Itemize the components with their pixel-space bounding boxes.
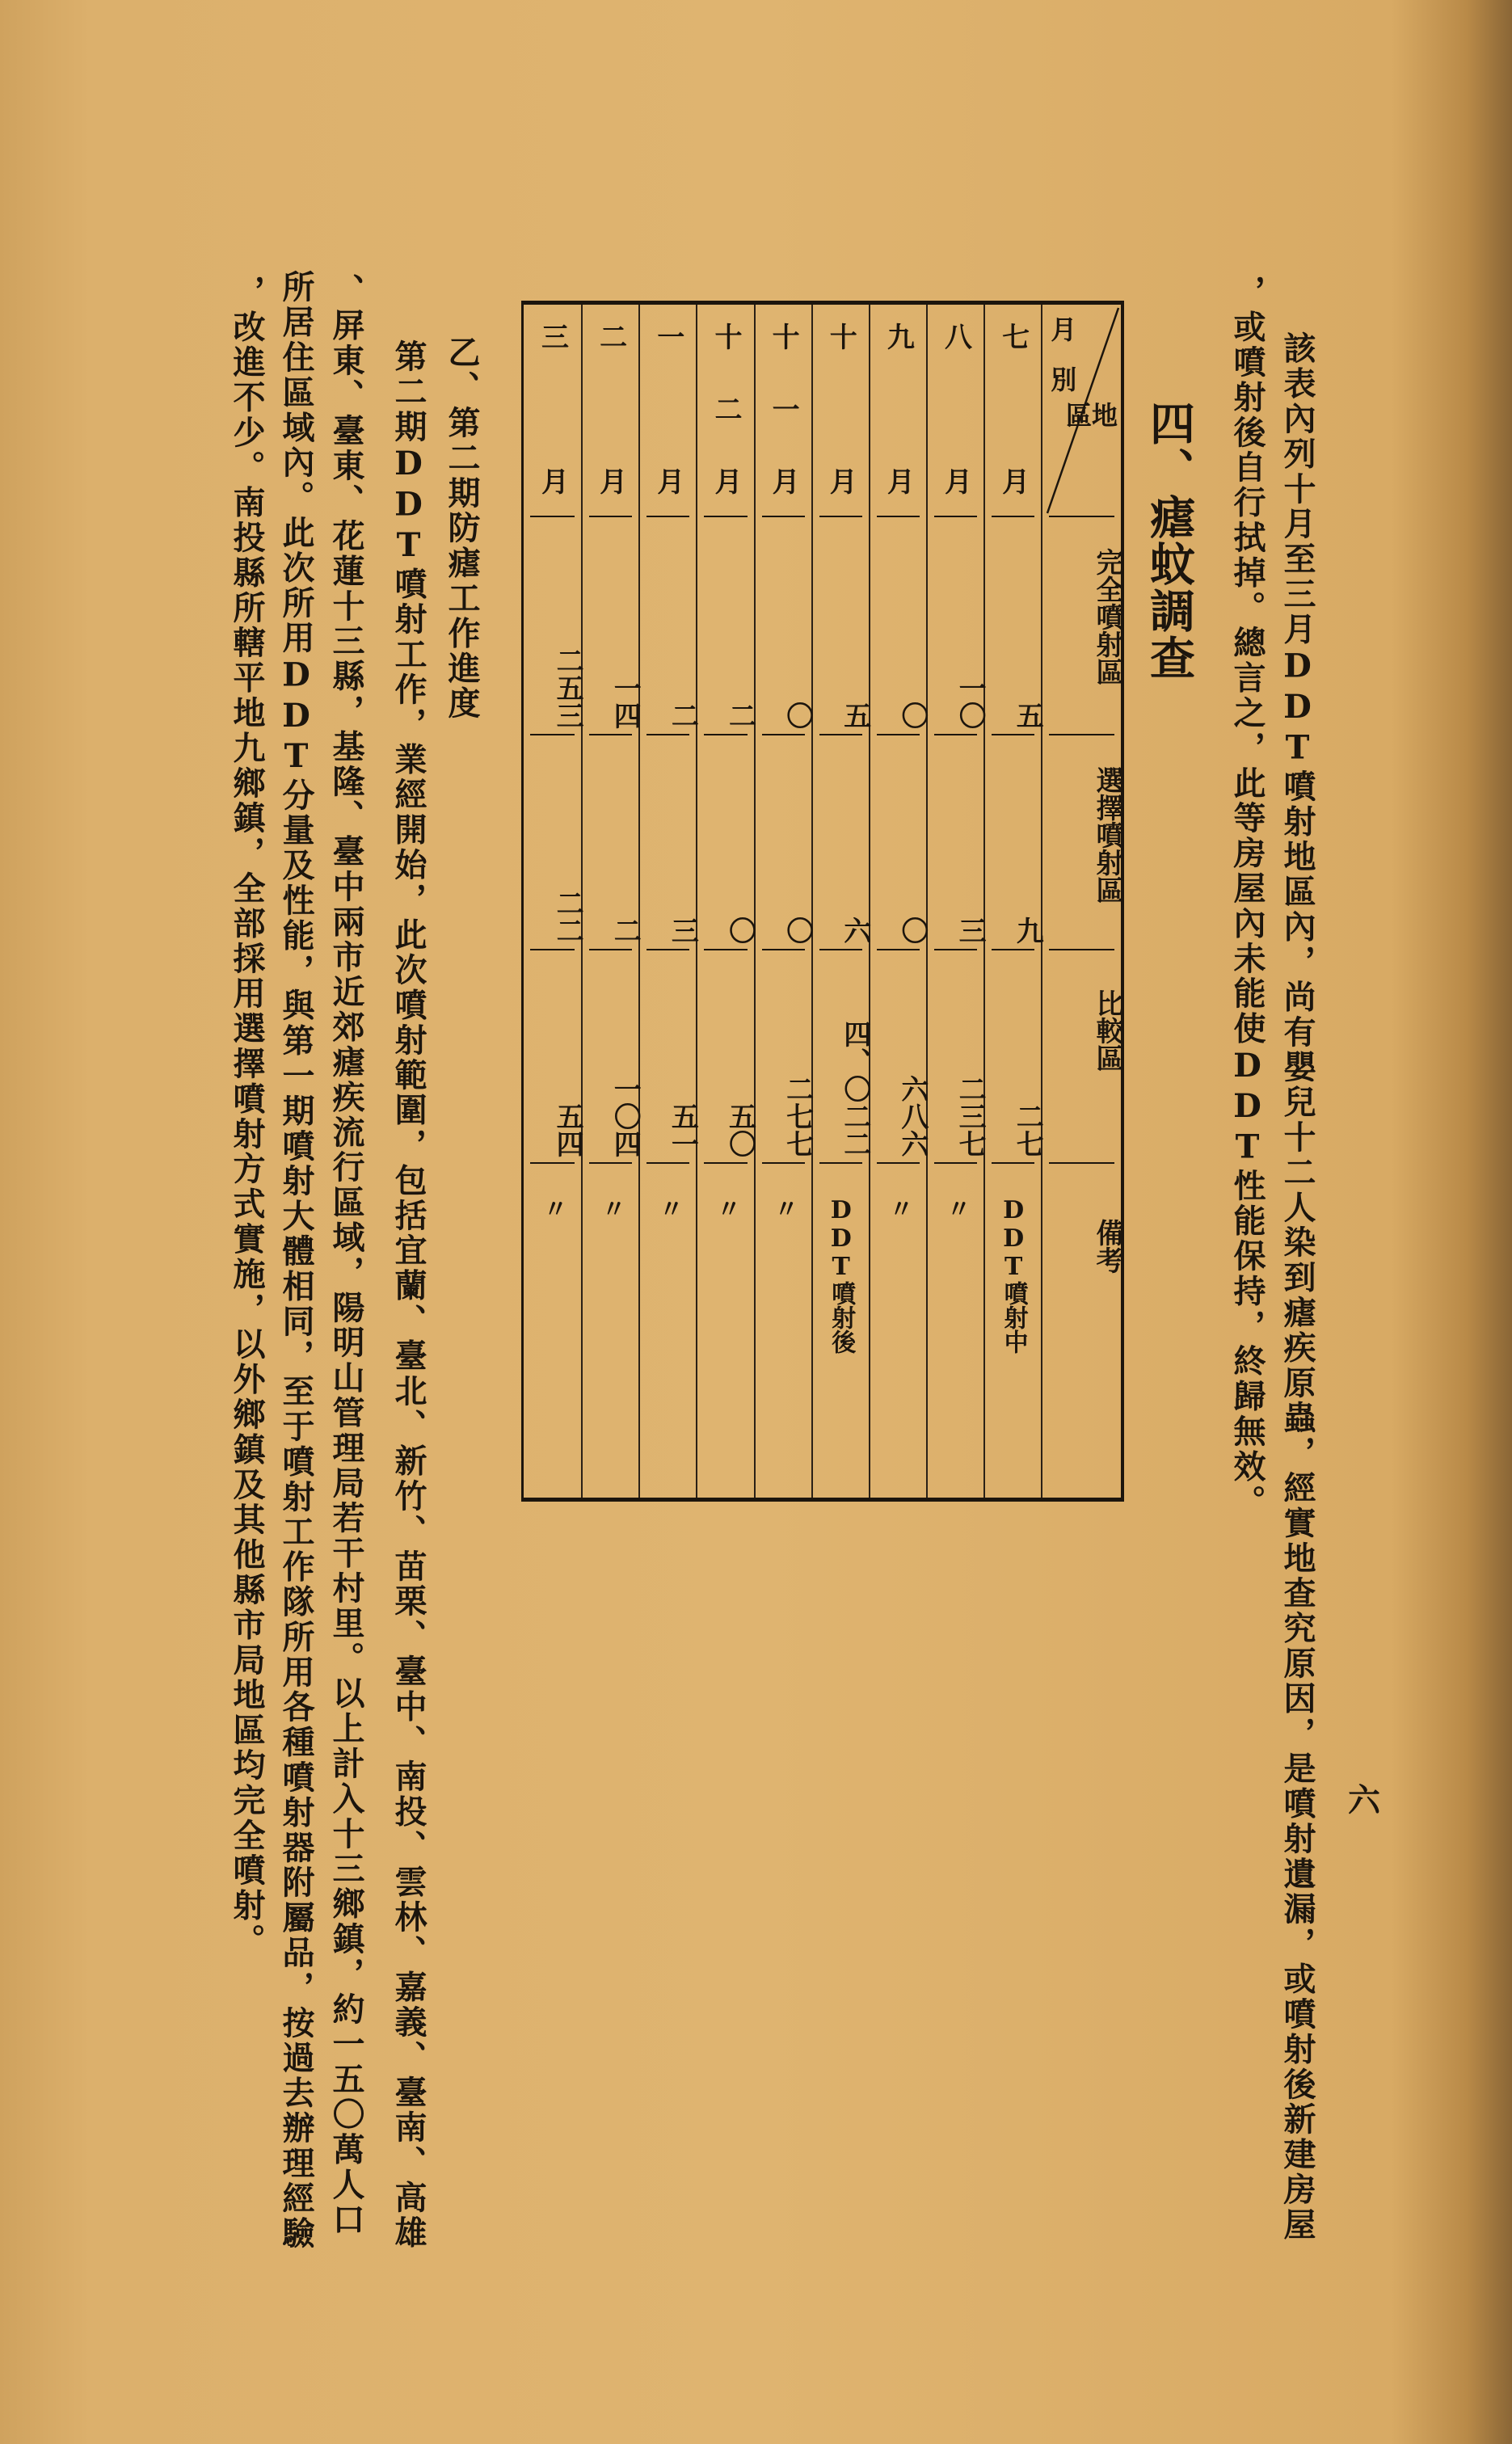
remarks-cell-text: DDT噴射中 — [999, 1196, 1028, 1354]
control-area-cell — [756, 950, 814, 1164]
control-area-cell-text: 四、〇二二 — [838, 1020, 871, 1157]
month-cell-text: 九月 — [882, 322, 915, 495]
column-header-selective-spray — [1042, 735, 1121, 950]
table-row — [754, 305, 814, 1498]
control-area-cell — [524, 950, 584, 1164]
month-cell-text: 三月 — [536, 322, 569, 495]
month-cell-text: 二月 — [594, 322, 627, 495]
remarks-cell — [928, 1164, 983, 1498]
table-row — [524, 305, 584, 1498]
remarks-cell — [985, 1164, 1041, 1498]
selective-spray-cell-text: 〇 — [781, 917, 814, 944]
remarks-cell-text: DDT噴射後 — [827, 1196, 856, 1354]
full-spray-cell-text: 一〇 — [954, 674, 987, 729]
selective-spray-cell — [756, 735, 814, 950]
remarks-cell-text: 〃 — [769, 1196, 798, 1220]
selective-spray-cell-text: 〇 — [895, 917, 929, 944]
selective-spray-cell-text: 三 — [954, 917, 987, 944]
table-row — [869, 305, 929, 1498]
full-spray-cell-text: 〇 — [895, 702, 929, 729]
month-cell — [813, 305, 869, 517]
subsection-line: 第二期DDT噴射工作，業經開始，此次噴射範圍，包括宜蘭、臺北、新竹、苗栗、臺中、南投、雲林、嘉義、臺南、高雄 — [390, 339, 427, 2251]
control-area-cell-text: 一〇四 — [609, 1075, 642, 1157]
column-header-remarks — [1042, 1164, 1121, 1498]
selective-spray-cell — [928, 735, 987, 950]
month-cell — [985, 305, 1041, 517]
selective-spray-cell — [813, 735, 869, 950]
control-area-cell-text: 六八六 — [895, 1075, 929, 1157]
table-corner-header — [1042, 305, 1121, 517]
selective-spray-cell-text: 三 — [666, 917, 699, 944]
selective-spray-cell-text: 二二 — [551, 889, 584, 944]
month-cell — [583, 305, 638, 517]
intro-paragraph-line: 該表內列十月至三月DDT噴射地區內，尚有嬰兒十二人染到瘧疾原蟲，經實地查究原因，是噴射遺漏，或噴射後新建房屋 — [1278, 331, 1316, 2243]
month-cell-text: 十二月 — [709, 322, 742, 495]
remarks-cell-text: 〃 — [596, 1196, 625, 1220]
control-area-cell-text: 五四 — [551, 1102, 584, 1157]
full-spray-cell — [756, 517, 814, 735]
selective-spray-cell — [524, 735, 584, 950]
month-cell-text: 一月 — [651, 322, 684, 495]
month-cell-text: 十一月 — [767, 322, 800, 495]
table-row — [696, 305, 756, 1498]
mosquito-survey-table — [521, 301, 1124, 1502]
control-area-cell — [870, 950, 929, 1164]
row-axis-label: 月別 — [1047, 316, 1078, 416]
month-cell — [756, 305, 811, 517]
control-area-cell-text: 二七 — [1011, 1102, 1044, 1157]
selective-spray-cell — [985, 735, 1044, 950]
section-heading: 四、瘧蚊調查 — [1143, 400, 1196, 681]
selective-spray-cell-text: 六 — [838, 917, 871, 944]
subsection-line: 、屏東、臺東、花蓮十三縣，基隆、臺中兩市近郊瘧疾流行區域，陽明山管理局若干村里。以上計入十三鄉鎮，約一五〇萬人口 — [327, 273, 365, 2238]
selective-spray-cell — [697, 735, 756, 950]
remarks-cell — [756, 1164, 811, 1498]
remarks-cell — [697, 1164, 753, 1498]
column-header-label: 比較區 — [1091, 989, 1123, 1072]
remarks-cell — [870, 1164, 926, 1498]
selective-spray-cell-text: 二 — [609, 917, 642, 944]
selective-spray-cell — [640, 735, 699, 950]
month-cell — [640, 305, 696, 517]
remarks-cell-text: 〃 — [941, 1196, 971, 1220]
column-header-label: 選擇噴射區 — [1091, 766, 1123, 904]
control-area-cell — [640, 950, 699, 1164]
month-cell-text: 七月 — [996, 322, 1030, 495]
full-spray-cell — [813, 517, 869, 735]
control-area-cell — [985, 950, 1044, 1164]
control-area-cell-text: 五一 — [666, 1102, 699, 1157]
full-spray-cell-text: 二 — [666, 702, 699, 729]
full-spray-cell-text: 五 — [838, 702, 871, 729]
selective-spray-cell-text: 〇 — [723, 917, 756, 944]
full-spray-cell-text: 二五三 — [551, 647, 584, 729]
remarks-cell — [813, 1164, 869, 1498]
column-axis-label: 地區 — [1062, 402, 1118, 484]
table-row — [811, 305, 869, 1498]
month-cell-text: 八月 — [939, 322, 972, 495]
column-header-full-spray — [1042, 517, 1121, 735]
control-area-cell-text: 二七七 — [781, 1075, 814, 1157]
intro-paragraph-line: ，或噴射後自行拭掉。總言之，此等房屋內未能使DDT性能保持，終歸無效。 — [1228, 275, 1266, 1519]
subsection-line: ，改進不少。南投縣所轄平地九鄉鎮，全部採用選擇噴射方式實施，以外鄉鎮及其他縣市局地區均完全噴射。 — [228, 275, 266, 1959]
month-cell — [524, 305, 581, 517]
page-number: 六 — [1348, 1781, 1380, 1819]
month-cell — [928, 305, 983, 517]
control-area-cell — [583, 950, 642, 1164]
selective-spray-cell — [583, 735, 642, 950]
table-header-column — [1041, 305, 1121, 1498]
column-header-control — [1042, 950, 1121, 1164]
subsection-heading: 乙、第二期防瘧工作進度 — [443, 335, 481, 722]
full-spray-cell-text: 〇 — [781, 702, 814, 729]
full-spray-cell — [640, 517, 699, 735]
control-area-cell — [813, 950, 869, 1164]
month-cell — [697, 305, 753, 517]
remarks-cell-text: 〃 — [711, 1196, 740, 1220]
full-spray-cell — [697, 517, 756, 735]
remarks-cell — [524, 1164, 581, 1498]
remarks-cell — [640, 1164, 696, 1498]
full-spray-cell-text: 一四 — [609, 674, 642, 729]
full-spray-cell-text: 五 — [1011, 702, 1044, 729]
column-header-label: 備考 — [1091, 1219, 1123, 1274]
selective-spray-cell — [870, 735, 929, 950]
column-header-label: 完全噴射區 — [1091, 548, 1123, 685]
control-area-cell — [697, 950, 756, 1164]
full-spray-cell-text: 二 — [723, 702, 756, 729]
subsection-line: 所居住區域內。此次所用DDT分量及性能，與第一期噴射大體相同，至于噴射工作隊所用各種噴射器附屬品，按過去辦理經驗 — [277, 270, 315, 2252]
table-row — [638, 305, 699, 1498]
month-cell-text: 十月 — [824, 322, 857, 495]
table-row — [983, 305, 1044, 1498]
full-spray-cell — [985, 517, 1044, 735]
month-cell — [870, 305, 926, 517]
remarks-cell — [583, 1164, 638, 1498]
full-spray-cell — [524, 517, 584, 735]
full-spray-cell — [870, 517, 929, 735]
remarks-cell-text: 〃 — [884, 1196, 913, 1220]
table-row — [926, 305, 987, 1498]
control-area-cell — [928, 950, 987, 1164]
control-area-cell-text: 二三七 — [954, 1075, 987, 1157]
table-row — [581, 305, 642, 1498]
selective-spray-cell-text: 九 — [1011, 917, 1044, 944]
full-spray-cell — [928, 517, 987, 735]
remarks-cell-text: 〃 — [538, 1196, 567, 1220]
remarks-cell-text: 〃 — [654, 1196, 683, 1220]
control-area-cell-text: 五〇 — [723, 1102, 756, 1157]
full-spray-cell — [583, 517, 642, 735]
